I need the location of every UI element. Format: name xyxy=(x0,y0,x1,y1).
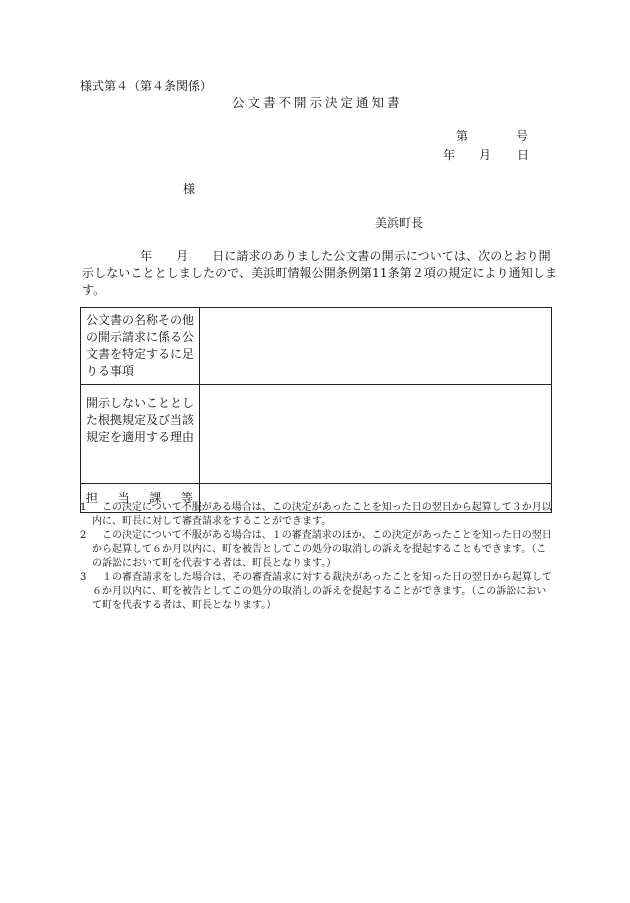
issuer-name: 美浜町長 xyxy=(375,216,424,230)
date-day: 日 xyxy=(517,148,530,162)
body-month: 月 xyxy=(176,249,189,263)
note-number: 3 xyxy=(80,572,87,583)
note-number: 2 xyxy=(80,530,87,541)
department-char: 担 xyxy=(86,491,99,505)
number-go: 号 xyxy=(516,129,529,143)
note-number: 1 xyxy=(80,502,87,513)
number-dai: 第 xyxy=(456,129,469,143)
body-line3: す。 xyxy=(82,283,106,297)
document-name-label: 公文書の名称その他の開示請求に係る公文書を特定するに足りる事項 xyxy=(81,308,200,385)
note-item xyxy=(80,529,554,571)
body-year: 年 xyxy=(140,249,153,263)
decision-info-table xyxy=(80,307,552,513)
department-char: 当 xyxy=(117,491,130,505)
body-line2: 示しないこととしましたので、美浜町情報公開条例第11条第２項の規定により通知しま xyxy=(82,266,558,280)
form-label: 様式第４（第４条関係） xyxy=(80,79,213,93)
addressee-suffix: 様 xyxy=(183,182,196,196)
note-text: この決定について不服がある場合は、この決定があったことを知った日の翌日から起算して３か月以内に、町長に対して審査請求をすることができます。 xyxy=(92,502,552,527)
notes-section xyxy=(80,501,554,613)
note-text: この決定について不服がある場合は、１の審査請求のほか、この決定があったことを知った日の翌日から起算して６か月以内に、町を被告としてこの処分の取消しの訴えを提起することもできます。（この訴訟において町を代表する者は、町長となります。） xyxy=(92,530,552,569)
note-text: １の審査請求をした場合は、その審査請求に対する裁決があったことを知った日の翌日から起算して６か月以内に、町を被告としてこの処分の取消しの訴えを提起することができます。（この訴訟において町を代表する者は、町長となります。） xyxy=(92,572,552,611)
document-title: 公文書不開示決定通知書 xyxy=(232,95,403,110)
note-item xyxy=(80,571,554,613)
notice-body xyxy=(82,248,560,299)
note-item xyxy=(80,501,554,529)
document-name-value[interactable] xyxy=(200,308,552,385)
date-month: 月 xyxy=(479,148,492,162)
reason-value[interactable] xyxy=(200,385,552,484)
body-line1: 日に請求のありました公文書の開示については、次のとおり開 xyxy=(212,249,551,263)
table-row xyxy=(81,308,552,385)
table-row xyxy=(81,385,552,484)
department-char: 等 xyxy=(180,491,193,505)
department-char: 課 xyxy=(149,491,162,505)
date-year: 年 xyxy=(443,148,456,162)
reason-label: 開示しないこととした根拠規定及び当該規定を適用する理由 xyxy=(81,385,200,484)
